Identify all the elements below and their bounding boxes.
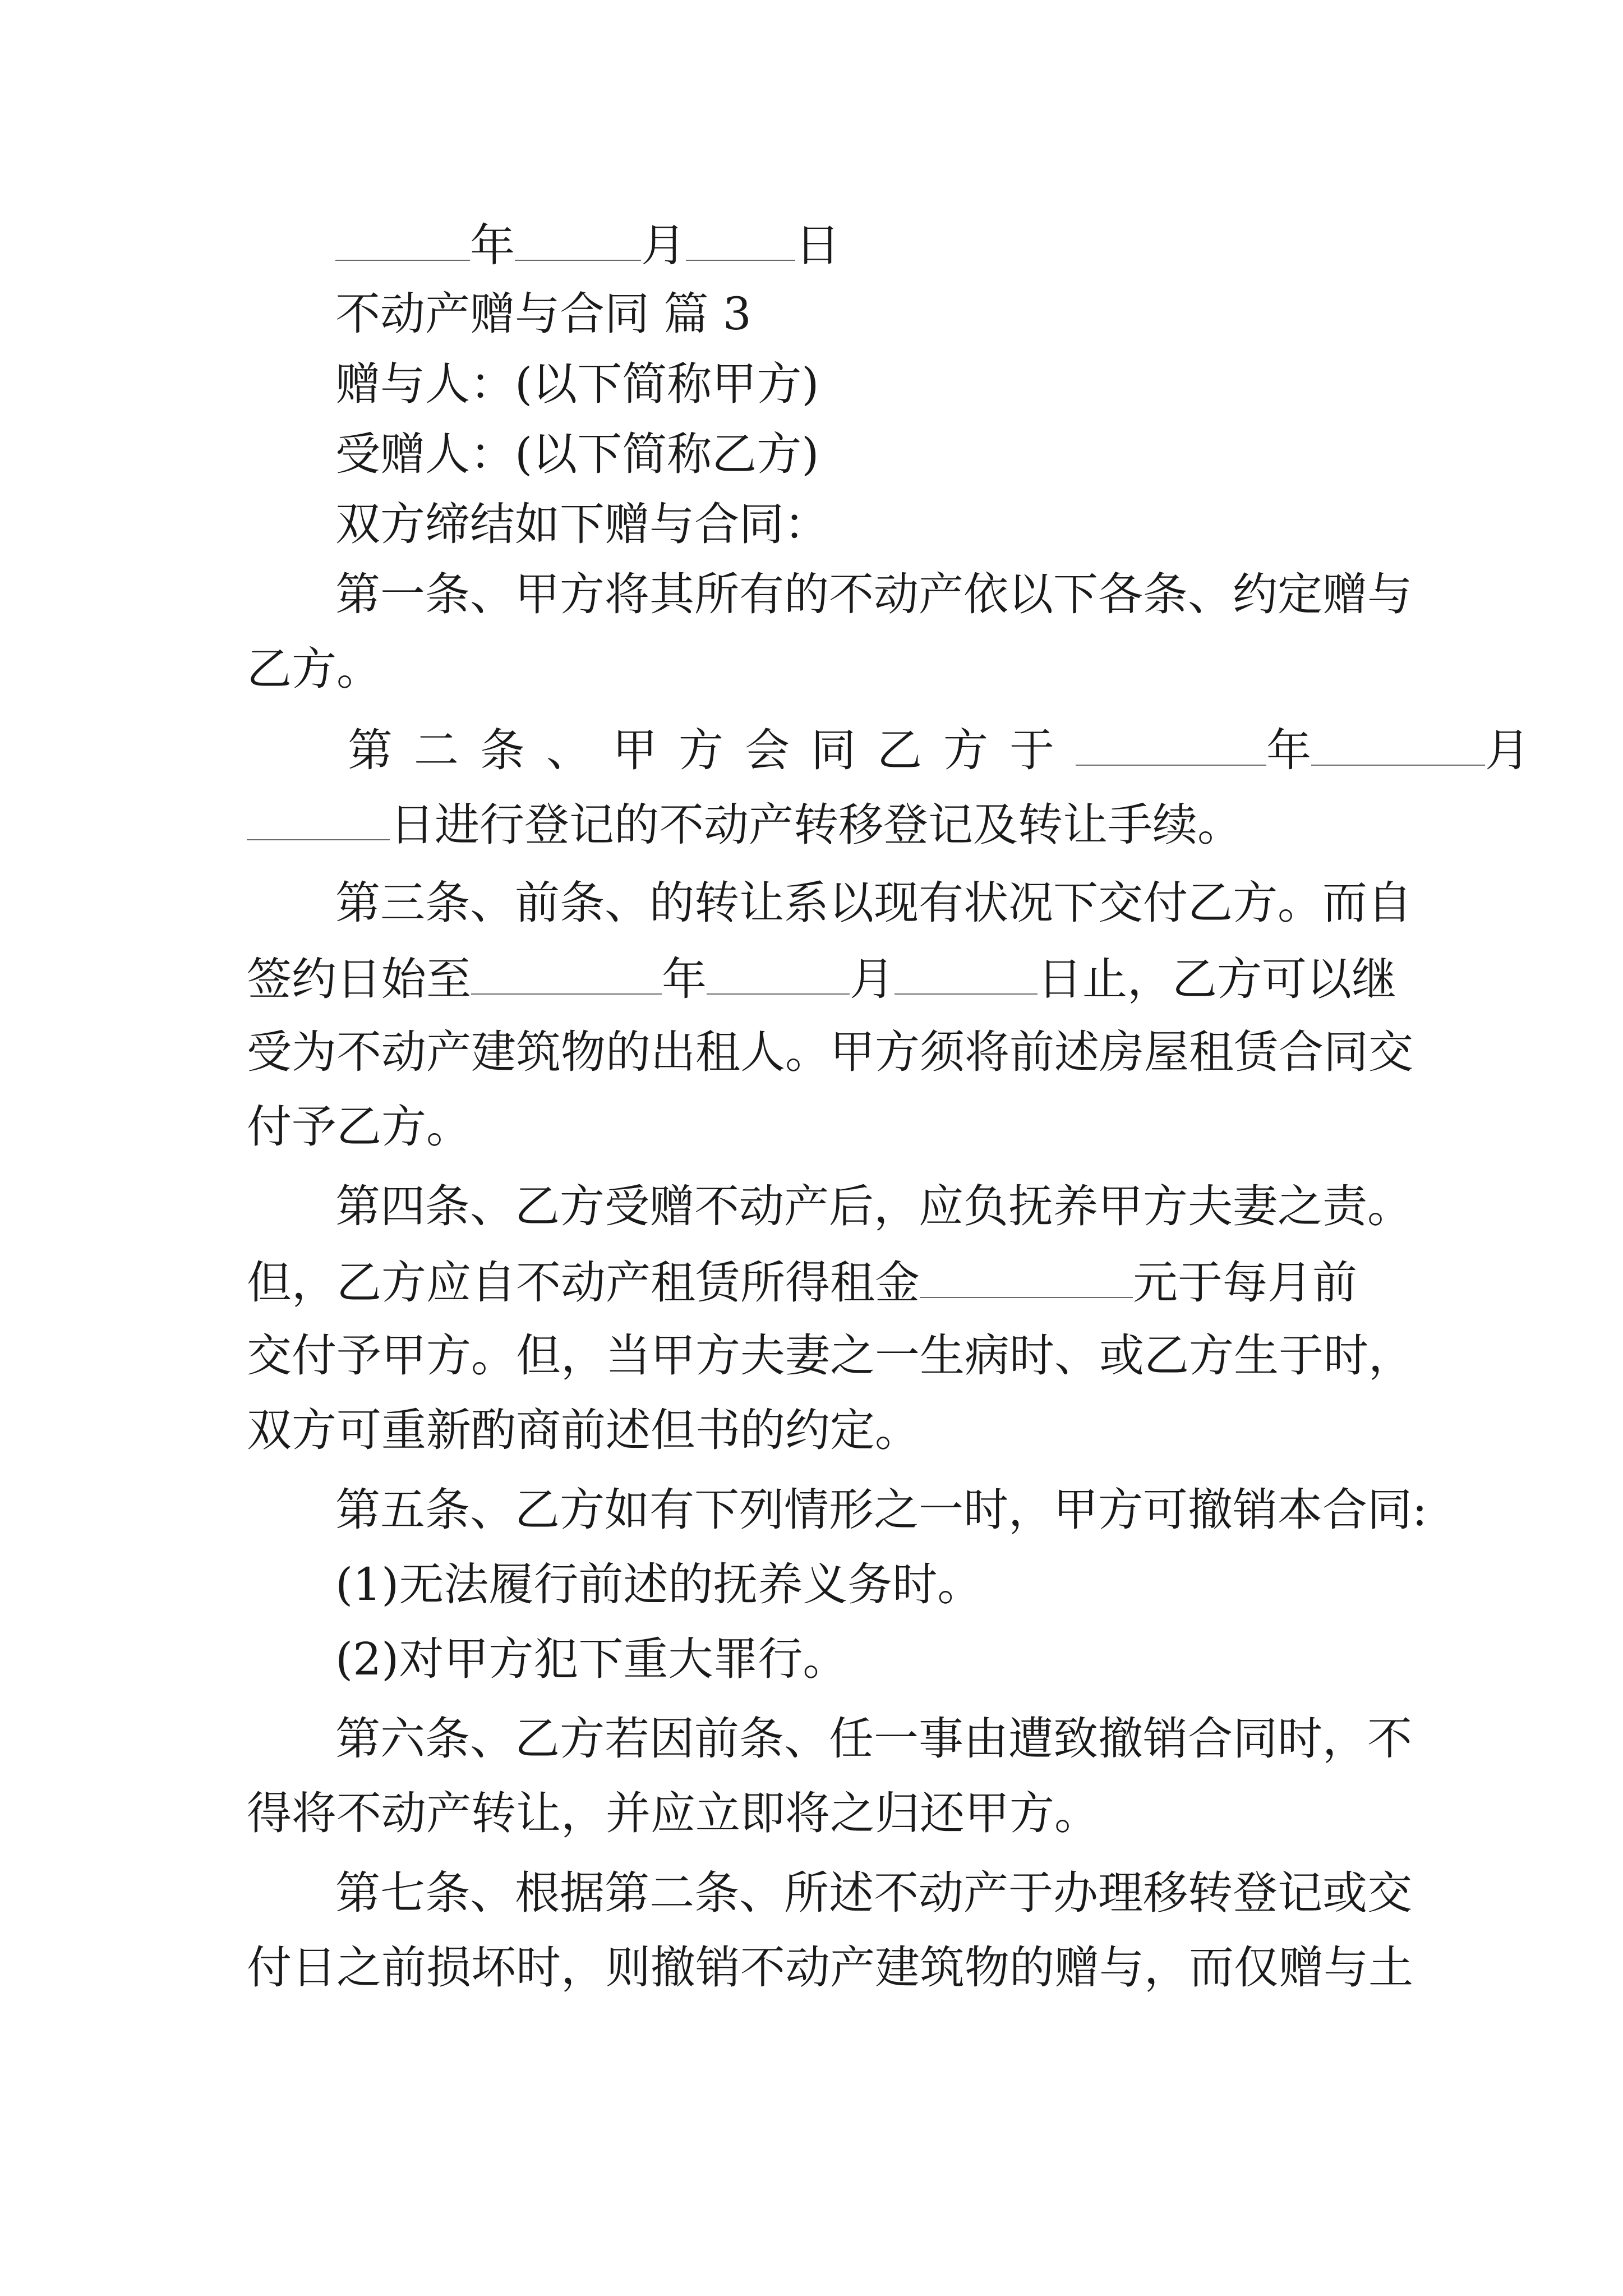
article1-line1: 第一条、甲方将其所有的不动产依以下各条、约定赠与	[335, 568, 1412, 620]
article5-item2: (2)对甲方犯下重大罪行。	[335, 1633, 848, 1685]
article6-line1: 第六条、乙方若因前条、任一事由遭致撤销合同时，不	[335, 1713, 1412, 1765]
article2-line1	[348, 721, 1530, 777]
article2-line2-text: 日进行登记的不动产转移登记及转让手续。	[390, 799, 1242, 851]
article5-item1: (1)无法履行前述的抚养义务时。	[335, 1558, 983, 1611]
article4-line2-start: 但，乙方应自不动产租赁所得租金	[247, 1257, 920, 1309]
article6-line2: 得将不动产转让，并应立即将之归还甲方。	[247, 1787, 1099, 1839]
article7-line2: 付日之前损坏时，则撤销不动产建筑物的赠与，而仅赠与土	[247, 1941, 1413, 1994]
article3-line4: 付予乙方。	[247, 1101, 471, 1153]
donee-line: 受赠人：(以下简称乙方)	[335, 428, 819, 480]
intro-line: 双方缔结如下赠与合同：	[335, 498, 829, 550]
article2-month-label: 月	[1485, 724, 1530, 776]
article3-month-label: 月	[850, 953, 895, 1005]
article1-line2: 乙方。	[247, 643, 381, 695]
article3-line2-start: 签约日始至	[247, 953, 471, 1005]
article3-line1: 第三条、前条、的转让系以现有状况下交付乙方。而自	[335, 877, 1412, 929]
article4-line3: 交付予甲方。但，当甲方夫妻之一生病时、或乙方生于时，	[247, 1329, 1413, 1382]
year-label: 年	[470, 219, 515, 272]
article3-day-blank	[895, 950, 1038, 995]
contract-title: 不动产赠与合同 篇 3	[335, 288, 751, 340]
article3-line2	[247, 950, 1396, 1006]
article4-amount-blank	[920, 1253, 1133, 1298]
article3-year-label: 年	[662, 953, 707, 1005]
day-label: 日	[795, 219, 840, 272]
article3-month-blank	[707, 950, 850, 995]
article7-line1: 第七条、根据第二条、所述不动产于办理移转登记或交	[335, 1867, 1412, 1919]
article2-line2	[247, 795, 1242, 852]
article2-month-blank	[1311, 721, 1485, 766]
article3-line3: 受为不动产建筑物的出租人。甲方须将前述房屋租赁合同交	[247, 1026, 1413, 1078]
year-blank	[335, 216, 470, 261]
article5-line1: 第五条、乙方如有下列情形之一时，甲方可撤销本合同:	[335, 1484, 1427, 1536]
article2-day-blank	[247, 795, 390, 840]
date-line	[335, 216, 840, 272]
article3-year-blank	[471, 950, 662, 995]
donor-line: 赠与人：(以下简称甲方)	[335, 358, 819, 410]
month-blank	[515, 216, 641, 261]
article4-line4: 双方可重新酌商前述但书的约定。	[247, 1404, 920, 1456]
article2-year-label: 年	[1266, 724, 1311, 776]
day-blank	[686, 216, 795, 261]
article4-line2-end: 元于每月前	[1133, 1257, 1357, 1309]
article4-line1: 第四条、乙方受赠不动产后，应负抚养甲方夫妻之责。	[335, 1180, 1412, 1232]
article3-line2-end: 日止，乙方可以继	[1038, 953, 1396, 1005]
article2-year-blank	[1076, 721, 1266, 766]
article2-text: 第二条、甲方会同乙方于	[348, 724, 1076, 776]
article4-line2	[247, 1253, 1357, 1309]
month-label: 月	[641, 219, 686, 272]
